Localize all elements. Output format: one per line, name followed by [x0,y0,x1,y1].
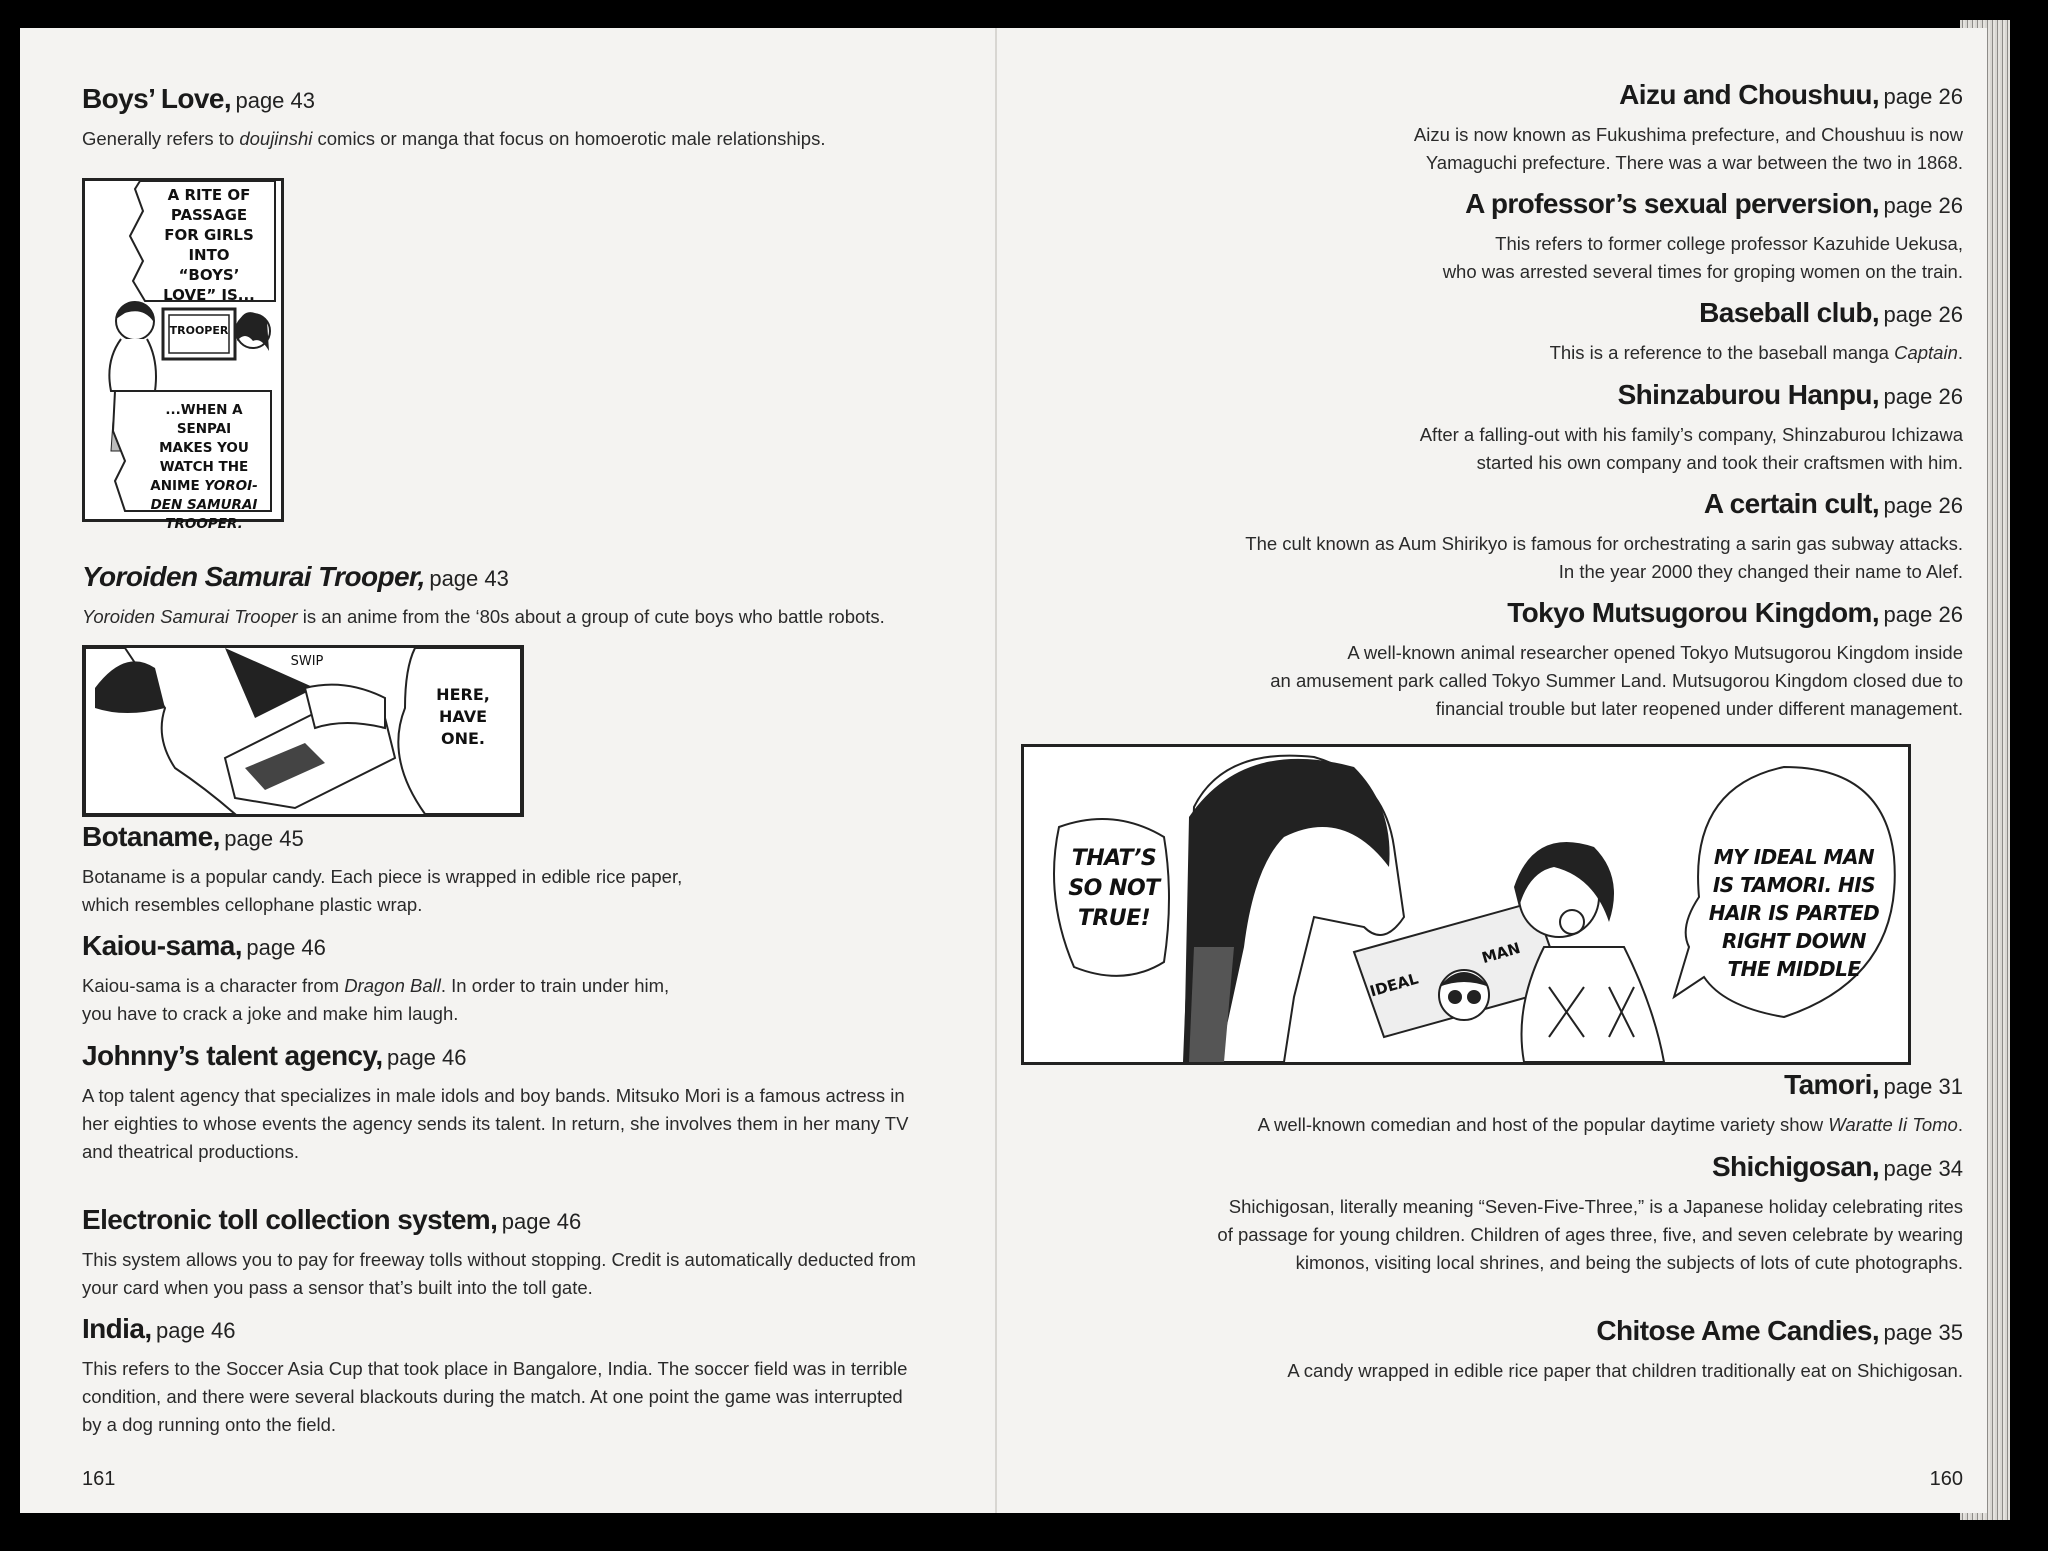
glossary-entry-baseball-club [1063,294,1963,367]
entry-term: India, [82,1313,152,1344]
entry-definition: Shichigosan, literally meaning “Seven-Five-Three,” is a Japanese holiday celebrating rites of passage for young children. Children of ages three, five, and seven celebrate by wearing kimonos, visiting local shrines, and being the subjects of lots of cute photographs. [1217,1196,1963,1273]
entry-definition: A well-known comedian and host of the popular daytime variety show Waratte Ii Tomo. [1257,1114,1963,1135]
entry-term: Johnny’s talent agency, [82,1040,383,1071]
glossary-entry-mutsugorou [1063,594,1963,723]
entry-definition: A candy wrapped in edible rice paper that children traditionally eat on Shichigosan. [1287,1360,1963,1381]
entry-term: Yoroiden Samurai Trooper, [82,561,425,592]
entry-definition: This refers to the Soccer Asia Cup that took place in Bangalore, India. The soccer field was in terrible condition, and there were several blackouts during the match. At one point the game was interrupted by a dog running onto the field. [82,1358,908,1435]
entry-term: Aizu and Choushuu, [1619,79,1880,110]
entry-definition: Generally refers to doujinshi comics or manga that focus on homoerotic male relationships. [82,128,826,149]
glossary-entry-toll-system [82,1201,982,1302]
entry-term: Botaname, [82,821,220,852]
glossary-entry-aizu [1063,76,1963,177]
entry-page-ref: page 45 [224,826,304,851]
manga-panel-botaname [82,645,524,817]
entry-page-ref: page 35 [1883,1320,1963,1345]
glossary-entry-chitose [1063,1312,1963,1385]
entry-term: Electronic toll collection system, [82,1204,498,1235]
speech-bubble-right: MY IDEAL MAN IS TAMORI. HIS HAIR IS PARTED RIGHT DOWN THE MIDDLE [1708,845,1880,981]
entry-definition: Kaiou-sama is a character from Dragon Ball. In order to train under him, you have to crack a joke and make him laugh. [82,975,670,1024]
glossary-entry-tamori [1063,1066,1963,1139]
left-page [20,28,997,1513]
glossary-entry-botaname [82,818,982,919]
entry-term: A certain cult, [1703,488,1880,519]
glossary-entry-certain-cult [1063,485,1963,586]
entry-definition: This system allows you to pay for freeway tolls without stopping. Credit is automatically deducted from your card when you pass a sensor that’s built into the toll gate. [82,1249,916,1298]
entry-term: Shinzaburou Hanpu, [1617,379,1880,410]
tv-screen-label: TROOPER [169,324,229,337]
speech-bubble-left: THAT’S SO NOT TRUE! [1068,846,1160,931]
entry-page-ref: page 43 [429,566,509,591]
entry-page-ref: page 26 [1883,193,1963,218]
glossary-entry-kaiou-sama [82,927,982,1028]
entry-term: Kaiou-sama, [82,930,242,961]
page-number: 160 [1929,1468,1963,1490]
entry-term: Chitose Ame Candies, [1596,1315,1880,1346]
entry-page-ref: page 46 [386,1045,467,1070]
entry-page-ref: page 26 [1883,602,1963,627]
glossary-entry-yoroiden [82,558,982,631]
entry-page-ref: page 34 [1883,1156,1963,1181]
entry-term: Tokyo Mutsugorou Kingdom, [1507,597,1880,628]
manga-panel-tamori [1021,744,1911,1065]
entry-definition: After a falling-out with his family’s company, Shinzaburou Ichizawa started his own company and took their craftsmen with him. [1419,424,1963,473]
glossary-entry-shichigosan [1063,1148,1963,1277]
entry-term: A professor’s sexual perversion, [1465,188,1880,219]
entry-page-ref: page 46 [246,935,326,960]
entry-definition: Aizu is now known as Fukushima prefecture, and Choushuu is now Yamaguchi prefecture. There was a war between the two in 1868. [1413,124,1963,173]
glossary-entry-professor [1063,185,1963,286]
entry-page-ref: page 26 [1883,302,1963,327]
sign-label-ideal: IDEAL [1367,969,1421,1001]
entry-term: Tamori, [1784,1069,1880,1100]
entry-term: Boys’ Love, [82,83,232,114]
speech-bubble: HERE, HAVE ONE. [436,685,490,748]
entry-definition: This is a reference to the baseball manga Captain. [1549,342,1963,363]
entry-term: Shichigosan, [1711,1151,1880,1182]
entry-term: Baseball club, [1699,297,1880,328]
entry-definition: A well-known animal researcher opened Tokyo Mutsugorou Kingdom inside an amusement park called Tokyo Summer Land. Mutsugorou Kingdom closed due to financial trouble but later reopened under different management. [1270,642,1963,719]
right-page [997,28,1987,1513]
entry-definition: This refers to former college professor Kazuhide Uekusa, who was arrested several times for groping women on the train. [1442,233,1963,282]
glossary-entry-shinzaburou [1063,376,1963,477]
entry-page-ref: page 26 [1883,493,1963,518]
glossary-entry-india [82,1310,982,1439]
entry-definition: The cult known as Aum Shirikyo is famous for orchestrating a sarin gas subway attacks. In the year 2000 they changed their name to Alef. [1245,533,1963,582]
entry-page-ref: page 43 [235,88,315,113]
entry-page-ref: page 46 [155,1318,236,1343]
sign-label-man: MAN [1479,938,1523,968]
glossary-entry-boys-love [82,80,982,153]
entry-definition: A top talent agency that specializes in male idols and boy bands. Mitsuko Mori is a famous actress in her eighties to whose events the agency sends its talent. In return, she involves them in her many TV and theatrical productions. [82,1085,909,1162]
entry-page-ref: page 26 [1883,84,1963,109]
entry-definition: Botaname is a popular candy. Each piece is wrapped in edible rice paper, which resembles cellophane plastic wrap. [82,866,683,915]
sound-effect: SWIP [290,654,324,669]
entry-definition: Yoroiden Samurai Trooper is an anime from the ‘80s about a group of cute boys who battle robots. [82,606,885,627]
speech-bubble-top: A RITE OF PASSAGE FOR GIRLS INTO “BOYS’ LOVE” IS... [163,186,255,304]
glossary-entry-johnnys [82,1037,982,1166]
page-number: 161 [82,1468,116,1490]
entry-page-ref: page 46 [501,1209,582,1234]
manga-panel-boys-love [82,178,284,532]
entry-page-ref: page 31 [1883,1074,1963,1099]
speech-bubble-bottom: ...WHEN A SENPAI MAKES YOU WATCH THE ANIME YOROI- DEN SAMURAI TROOPER. [150,402,258,532]
entry-page-ref: page 26 [1883,384,1963,409]
